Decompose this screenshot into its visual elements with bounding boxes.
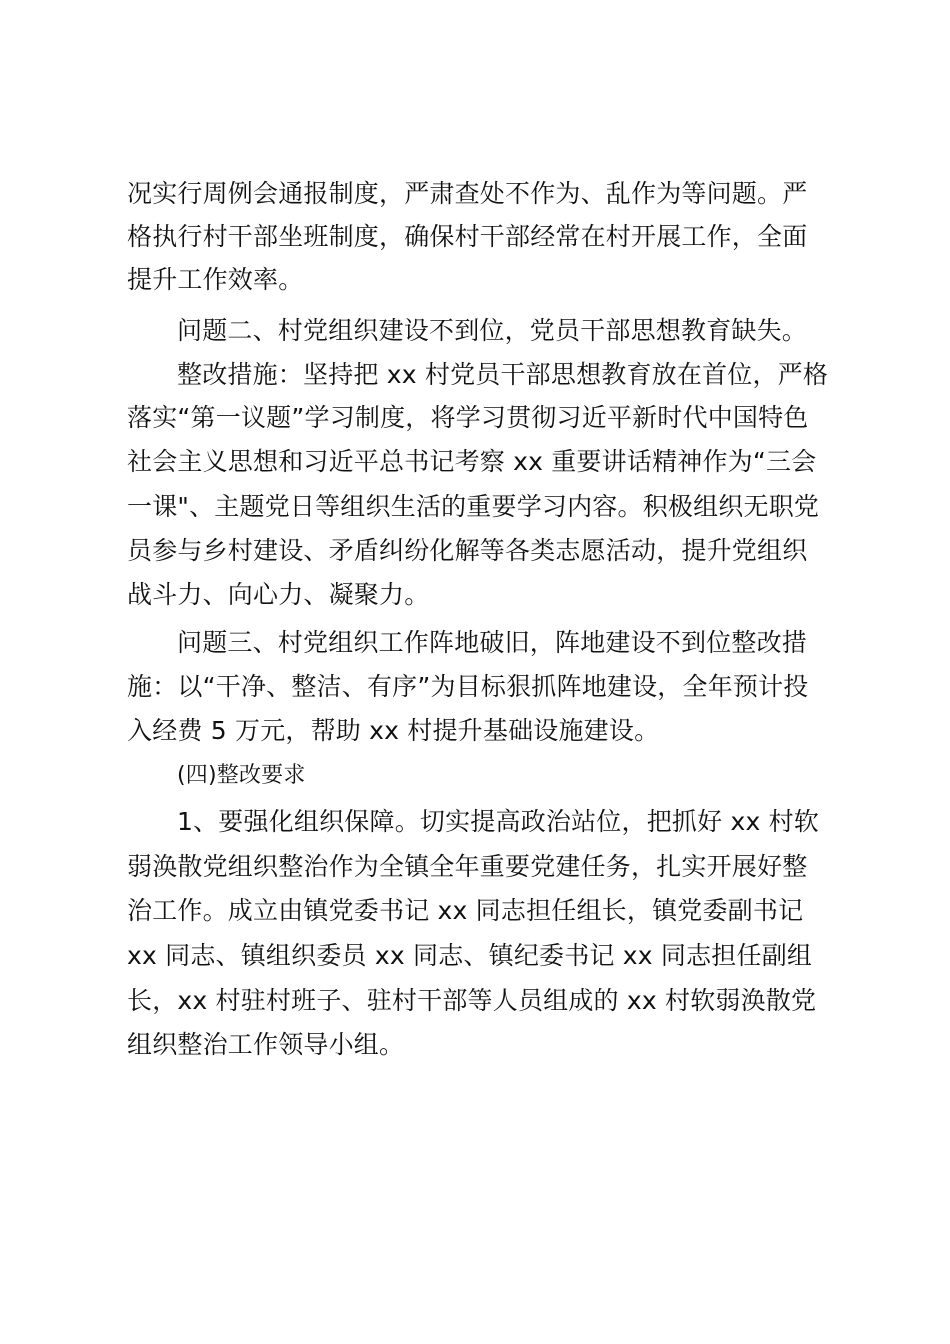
paragraph-3-line-3: 社会主义思想和习近平总书记考察 xx 重要讲话精神作为“三会 — [127, 447, 817, 476]
paragraph-4-line-3: 入经费 5 万元，帮助 xx 村提升基础设施建设。 — [127, 716, 660, 745]
paragraph-3-line-1: 整改措施：坚持把 xx 村党员干部思想教育放在首位，严格 — [177, 360, 829, 389]
paragraph-3-line-2: 落实“第一议题”学习制度，将学习贯彻习近平新时代中国特色 — [127, 403, 809, 432]
paragraph-4-line-1: 问题三、村党组织工作阵地破旧，阵地建设不到位整改措 — [177, 628, 808, 657]
paragraph-1-line-1: 况实行周例会通报制度，严肃查处不作为、乱作为等问题。严 — [127, 179, 808, 208]
paragraph-1-line-3: 提升工作效率。 — [127, 265, 304, 294]
paragraph-6-line-6: 组织整治工作领导小组。 — [127, 1030, 405, 1059]
paragraph-3-line-5: 员参与乡村建设、矛盾纠纷化解等各类志愿活动，提升党组织 — [127, 536, 808, 565]
paragraph-3-line-6: 战斗力、向心力、凝聚力。 — [127, 580, 430, 609]
paragraph-6-line-5: 长，xx 村驻村班子、驻村干部等人员组成的 xx 村软弱涣散党 — [127, 986, 817, 1015]
paragraph-6-line-3: 治工作。成立由镇党委书记 xx 同志担任组长，镇党委副书记 — [127, 896, 804, 925]
section-heading: (四)整改要求 — [177, 763, 306, 788]
paragraph-6-line-2: 弱涣散党组织整治作为全镇全年重要党建任务，扎实开展好整 — [127, 852, 808, 881]
paragraph-4-line-2: 施：以“干净、整洁、有序”为目标狠抓阵地建设，全年预计投 — [127, 672, 809, 701]
paragraph-3-line-4: 一课"、主题党日等组织生活的重要学习内容。积极组织无职党 — [127, 492, 820, 521]
paragraph-6-line-1: 1、要强化组织保障。切实提高政治站位，把抓好 xx 村软 — [177, 807, 819, 836]
paragraph-6-line-4: xx 同志、镇组织委员 xx 同志、镇纪委书记 xx 同志担任副组 — [127, 941, 813, 970]
paragraph-1-line-2: 格执行村干部坐班制度，确保村干部经常在村开展工作，全面 — [127, 222, 808, 251]
paragraph-2-line-1: 问题二、村党组织建设不到位，党员干部思想教育缺失。 — [177, 316, 808, 345]
